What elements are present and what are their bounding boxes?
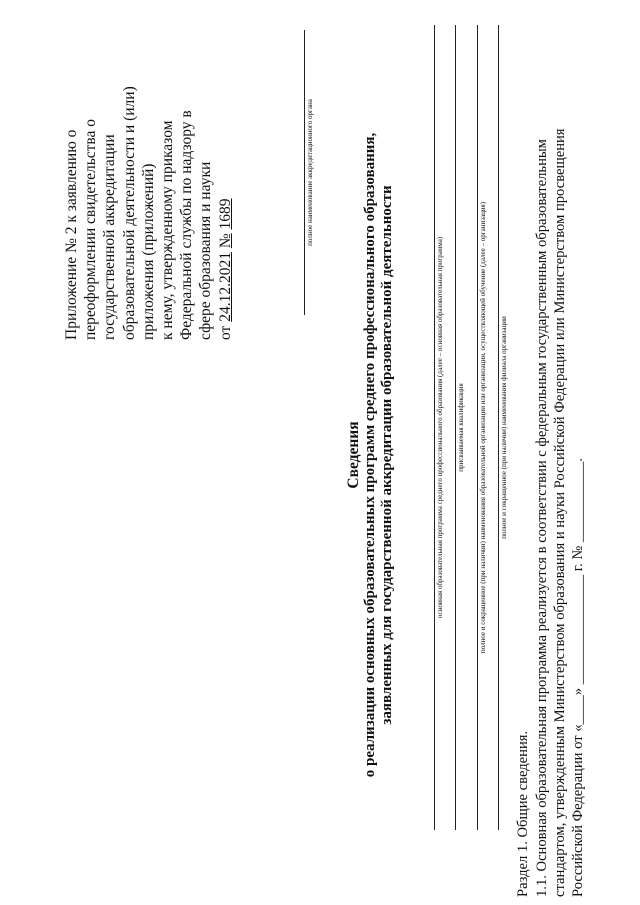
accreditation-body-line	[304, 30, 305, 315]
qualification-line	[455, 25, 456, 830]
order-number: 1689	[216, 198, 234, 230]
appendix-line-4: образовательной деятельности и (или)	[120, 86, 138, 340]
section-1-heading: Раздел 1. Общие сведения.	[515, 730, 531, 897]
document-subtitle-line-2: заявленных для государственной аккредитации образовательной деятельности	[379, 185, 395, 725]
document-subtitle-line-1: о реализации основных образовательных программ среднего профессионального образования,	[362, 132, 378, 778]
branch-line	[498, 25, 499, 830]
order-number-sign: №	[216, 233, 234, 249]
qualification-caption: присваиваемая квалификация	[457, 383, 465, 472]
program-caption: основная образовательная программа среднего профессионального образования (далее – основная образовательная программа)	[436, 236, 444, 619]
appendix-line-5: приложения (приложений)	[139, 163, 157, 340]
order-date-prefix: от	[216, 325, 234, 340]
appendix-line-1: Приложение № 2 к заявлению о	[63, 129, 80, 340]
section-1-paragraph-line-1: 1.1. Основная образовательная программа реализуется в соответствии с федеральным государственным образовательным	[534, 139, 550, 897]
appendix-reference	[62, 20, 235, 340]
organization-caption: полное и сокращенное (при наличии) наименования образовательной организации или организации, осуществляющей обучение (далее – организация)	[479, 201, 487, 654]
appendix-line-6: к нему, утвержденному приказом	[159, 120, 177, 340]
branch-caption: полное и сокращенное (при наличии) наименования филиала организации	[500, 316, 508, 539]
document-subtitle	[362, 105, 396, 805]
section-1-paragraph-line-3: Российской Федерации от «____» _______________ г. № ___________.	[570, 458, 586, 897]
appendix-line-7: Федеральной службы по надзору в	[178, 110, 196, 340]
appendix-order-reference	[216, 20, 235, 340]
document-heading: Сведения	[345, 421, 362, 489]
appendix-line-2: переоформлении свидетельства о	[82, 118, 100, 340]
organization-line	[477, 25, 478, 830]
section-1-paragraph-line-2: стандартом, утвержденным Министерством образования и науки Российской Федерации или Министерством просвещения	[552, 128, 568, 897]
appendix-line-8: сфере образования и науки	[197, 161, 215, 340]
order-date: 24.12.2021	[216, 252, 234, 322]
appendix-line-3: государственной аккредитации	[101, 134, 119, 340]
accreditation-body-caption: полное наименование аккредитационного органа	[306, 99, 314, 246]
program-line	[434, 25, 435, 830]
